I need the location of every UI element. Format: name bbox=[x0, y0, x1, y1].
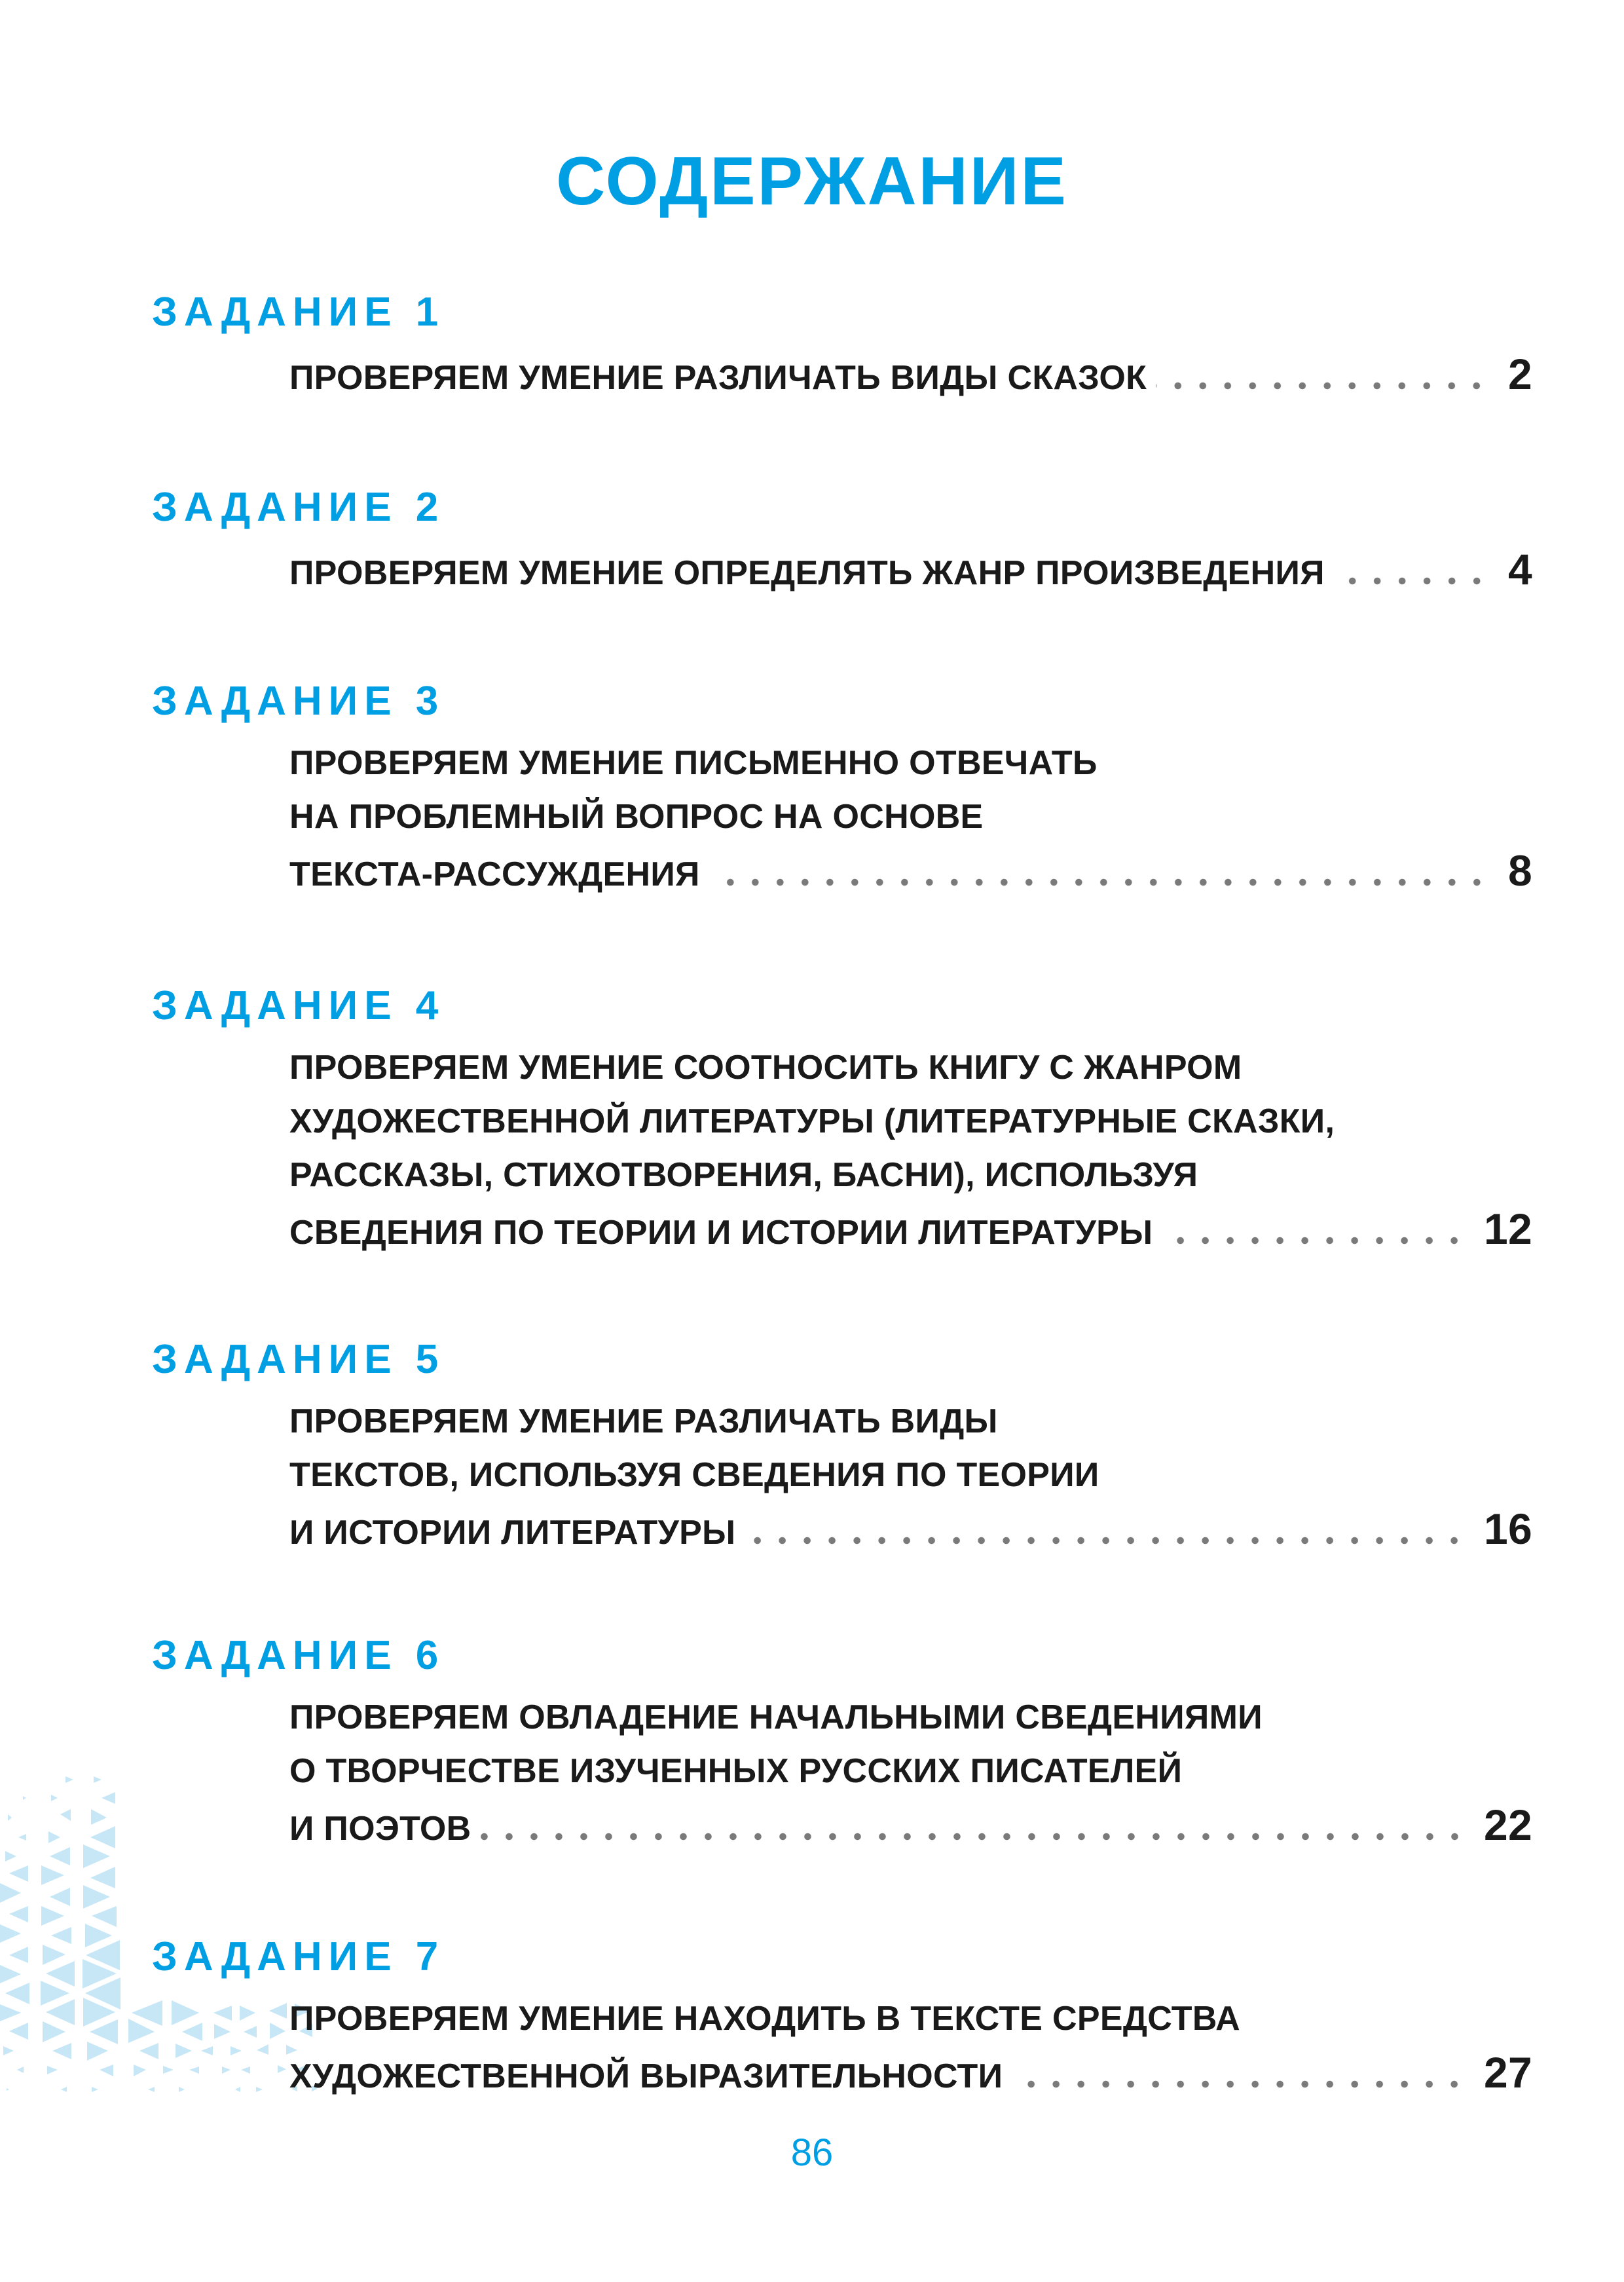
entry-text: СВЕДЕНИЯ ПО ТЕОРИИ И ИСТОРИИ ЛИТЕРАТУРЫ bbox=[289, 1214, 1153, 1252]
entry-text: ПРОВЕРЯЕМ УМЕНИЕ СООТНОСИТЬ КНИГУ С ЖАНРОМ bbox=[289, 1049, 1242, 1087]
toc-entry[interactable] bbox=[289, 542, 1532, 596]
entry-text: ПРОВЕРЯЕМ УМЕНИЕ РАЗЛИЧАТЬ ВИДЫ СКАЗОК bbox=[289, 359, 1147, 397]
footer-page-number: 86 bbox=[790, 2131, 834, 2174]
entry-text: ПРОВЕРЯЕМ УМЕНИЕ ПИСЬМЕННО ОТВЕЧАТЬ bbox=[289, 744, 1098, 782]
dot-leader bbox=[1156, 381, 1489, 390]
page-number: 16 bbox=[1483, 1505, 1532, 1553]
page-number: 12 bbox=[1483, 1205, 1532, 1253]
toc-entry[interactable] bbox=[289, 1992, 1532, 2099]
dot-leader bbox=[709, 878, 1489, 887]
dot-leader bbox=[745, 1536, 1467, 1545]
task-heading: ЗАДАНИЕ 2 bbox=[152, 485, 445, 530]
toc-entry[interactable] bbox=[289, 1691, 1532, 1852]
task-heading: ЗАДАНИЕ 5 bbox=[152, 1337, 445, 1382]
page-number: 4 bbox=[1507, 545, 1532, 593]
dot-leader bbox=[1162, 1236, 1467, 1245]
page-title: СОДЕРЖАНИЕ bbox=[556, 143, 1068, 219]
entry-text: НА ПРОБЛЕМНЫЙ ВОПРОС НА ОСНОВЕ bbox=[289, 798, 984, 836]
entry-text: РАССКАЗЫ, СТИХОТВОРЕНИЯ, БАСНИ), ИСПОЛЬЗУЯ bbox=[289, 1156, 1198, 1194]
entry-text: ХУДОЖЕСТВЕННОЙ ЛИТЕРАТУРЫ (ЛИТЕРАТУРНЫЕ СКАЗКИ, bbox=[289, 1102, 1335, 1140]
entry-text: ПРОВЕРЯЕМ УМЕНИЕ НАХОДИТЬ В ТЕКСТЕ СРЕДСТВА bbox=[289, 2000, 1240, 2038]
entry-text: И ИСТОРИИ ЛИТЕРАТУРЫ bbox=[289, 1514, 736, 1552]
page-number: 27 bbox=[1483, 2048, 1532, 2097]
entry-text: ПРОВЕРЯЕМ УМЕНИЕ РАЗЛИЧАТЬ ВИДЫ bbox=[289, 1402, 998, 1440]
toc-entry[interactable] bbox=[289, 347, 1532, 401]
entry-text: ПРОВЕРЯЕМ ОВЛАДЕНИЕ НАЧАЛЬНЫМИ СВЕДЕНИЯМИ bbox=[289, 1698, 1263, 1736]
entry-text: И ПОЭТОВ bbox=[289, 1810, 471, 1848]
task-heading: ЗАДАНИЕ 7 bbox=[152, 1934, 445, 1979]
page-number: 8 bbox=[1507, 846, 1532, 895]
entry-text: ТЕКСТА-РАССУЖДЕНИЯ bbox=[289, 855, 700, 893]
page-number: 22 bbox=[1483, 1801, 1532, 1849]
dot-leader bbox=[1012, 2080, 1467, 2089]
page-number: 2 bbox=[1507, 350, 1532, 398]
entry-text: ПРОВЕРЯЕМ УМЕНИЕ ОПРЕДЕЛЯТЬ ЖАНР ПРОИЗВЕДЕНИЯ bbox=[289, 554, 1325, 592]
toc-entry[interactable] bbox=[289, 736, 1532, 897]
entry-text: ТЕКСТОВ, ИСПОЛЬЗУЯ СВЕДЕНИЯ ПО ТЕОРИИ bbox=[289, 1456, 1099, 1494]
toc-entry[interactable] bbox=[289, 1394, 1532, 1556]
dot-leader bbox=[481, 1832, 1467, 1841]
task-heading: ЗАДАНИЕ 4 bbox=[152, 983, 445, 1028]
task-heading: ЗАДАНИЕ 3 bbox=[152, 679, 445, 724]
toc-entry[interactable] bbox=[289, 1041, 1532, 1256]
entry-text: ХУДОЖЕСТВЕННОЙ ВЫРАЗИТЕЛЬНОСТИ bbox=[289, 2057, 1003, 2095]
entry-text: О ТВОРЧЕСТВЕ ИЗУЧЕННЫХ РУССКИХ ПИСАТЕЛЕЙ bbox=[289, 1752, 1183, 1790]
task-heading: ЗАДАНИЕ 6 bbox=[152, 1633, 445, 1678]
task-heading: ЗАДАНИЕ 1 bbox=[152, 290, 445, 335]
dot-leader bbox=[1334, 576, 1489, 586]
